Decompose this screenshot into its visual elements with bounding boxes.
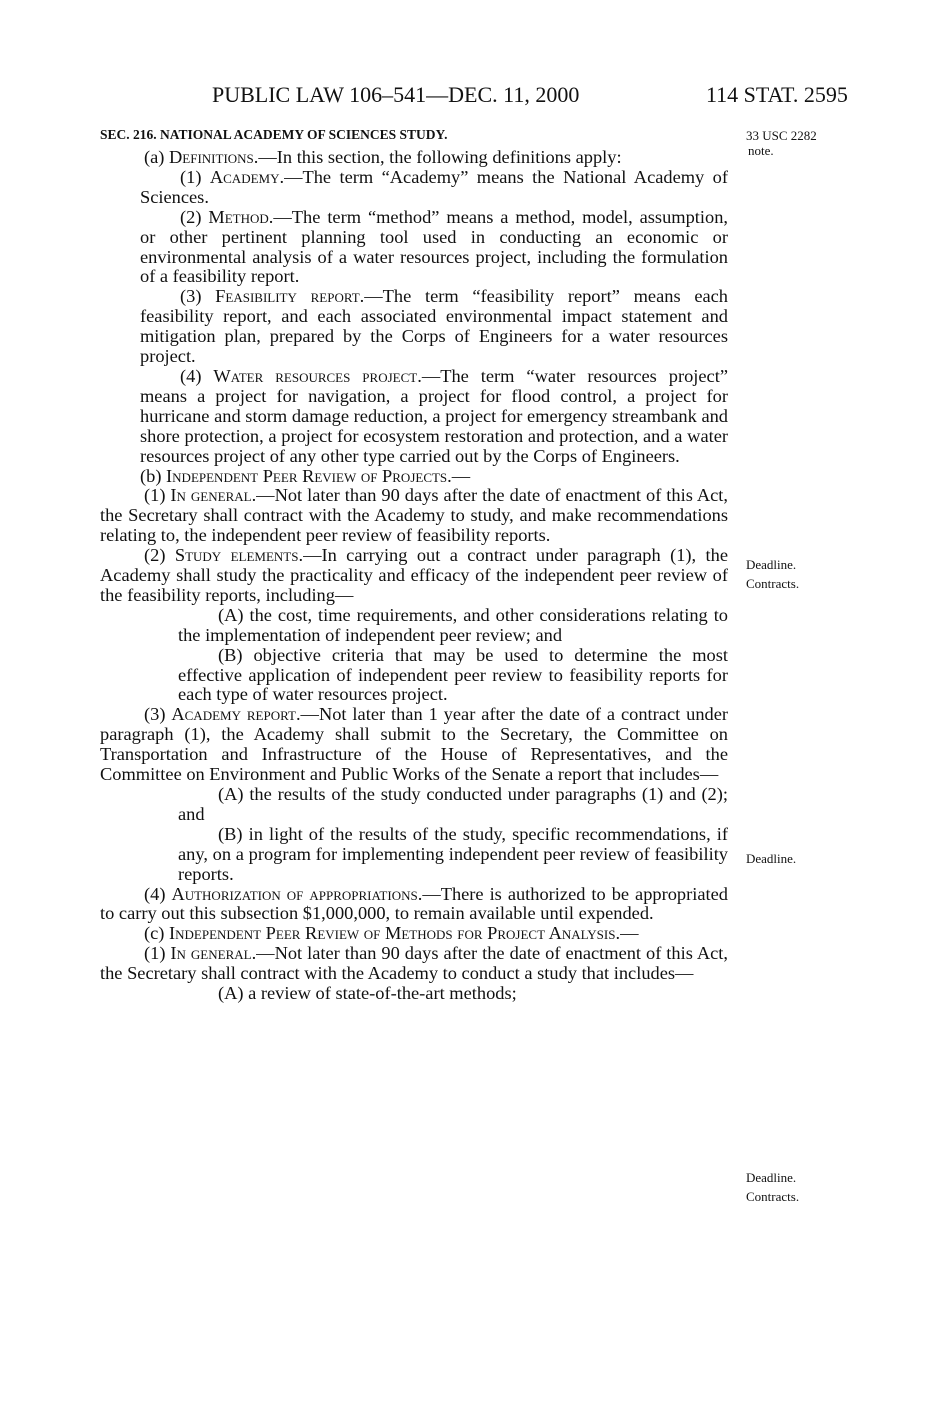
- clause-b2-A: (A) the cost, time requirements, and other considerations relating to the implementation of independent peer review; and: [178, 604, 728, 645]
- definition-text: .—The term “water resources project” means a project for navigation, a project for flood control, a project for hurricane and storm damage reduction, a project for emergency streambank and shore protection, a project for ecosystem restoration and protection, and a water resources project of any other type carried out by the Corps of Engineers.: [140, 365, 728, 466]
- label: (3): [180, 286, 216, 307]
- label: (a): [144, 147, 170, 167]
- label: (b): [140, 465, 167, 486]
- paragraph-text: .—Not later than 90 days after the date of enactment of this Act, the Secretary shall contract with the Academy to conduct a study that includes—: [100, 943, 728, 984]
- subsection-title: Independent Peer Review of Methods for Project Analysis: [169, 923, 616, 944]
- paragraph-title: Authorization of appropriations: [171, 883, 418, 904]
- header-stat-page: 114 STAT. 2595: [706, 82, 848, 107]
- usc-note: note.: [748, 143, 774, 158]
- label: (2): [144, 545, 175, 566]
- label: (4): [144, 883, 172, 904]
- deadline-label: Deadline.: [746, 851, 797, 866]
- clause-b3-A: (A) the results of the study conducted under paragraphs (1) and (2); and: [178, 784, 728, 824]
- paragraph-b2: [100, 546, 728, 606]
- label: (1): [180, 166, 210, 187]
- paragraph-b1: [100, 486, 728, 546]
- subsection-title: Independent Peer Review of Projects: [166, 465, 448, 486]
- paragraph-text: .—Not later than 1 year after the date of a contract under paragraph (1), the Academy shall submit to the Secretary, the Committee on Transportation and Infrastructure of the House of Representatives, and the Committee on Environment and Public Works of the Senate a report that includes—: [100, 704, 729, 785]
- paragraph-b3: [100, 705, 728, 785]
- definition-text: .—The term “feasibility report” means each feasibility report, and each associated environmental impact statement and mitigation plan, prepared by the Corps of Engineers for a water resources project.: [140, 286, 729, 367]
- paragraph-title: Study elements: [174, 545, 299, 566]
- term: Method: [208, 206, 269, 227]
- dash: .—: [447, 465, 471, 486]
- deadline-label: Deadline.: [746, 1170, 797, 1185]
- subsection-c: [100, 924, 728, 944]
- paragraph-title: In general: [170, 943, 252, 964]
- clause-b3-B: (B) in light of the results of the study, specific recommendations, if any, on a program for implementing independent peer review of feasibility reports.: [178, 823, 728, 884]
- margin-note-usc: [746, 128, 817, 158]
- document-body: [100, 126, 728, 1004]
- page-header: [0, 82, 949, 112]
- header-title: PUBLIC LAW 106–541—DEC. 11, 2000: [212, 82, 580, 107]
- term: Feasibility report: [215, 286, 360, 307]
- paragraph-text: .—In carrying out a contract under paragraph (1), the Academy shall study the practicality and efficacy of the independent peer review of the feasibility reports, including—: [100, 545, 728, 605]
- contracts-label: Contracts.: [746, 576, 800, 591]
- paragraph-title: Academy report: [171, 704, 296, 725]
- clause-b2-B: (B) objective criteria that may be used to determine the most effective application of independent peer review to feasibility reports for each type of water resources project.: [178, 644, 728, 705]
- section-heading: SEC. 216. NATIONAL ACADEMY OF SCIENCES STUDY.: [100, 127, 448, 142]
- paragraph-b4: [100, 885, 728, 925]
- deadline-label: Deadline.: [746, 557, 797, 572]
- usc-citation: 33 USC 2282: [746, 128, 817, 143]
- definition-4: [100, 367, 728, 467]
- label: (1): [144, 485, 171, 506]
- label: (1): [144, 943, 171, 964]
- term: Water resources project: [213, 365, 418, 386]
- term: Academy: [209, 166, 280, 187]
- definition-2: [100, 208, 728, 288]
- paragraph-c1: [100, 944, 728, 984]
- margin-note-b3: [746, 851, 796, 866]
- definition-text: .—The term “method” means a method, model, assumption, or other pertinent planning tool used in conducting an economic or environmental analysis of a water resources project, including the formulation of a feasibility report.: [140, 206, 728, 287]
- dash: .—: [615, 923, 639, 944]
- definition-3: [100, 287, 728, 367]
- label: (c): [144, 923, 170, 944]
- label: (3): [144, 704, 172, 725]
- contracts-label: Contracts.: [746, 1189, 800, 1204]
- subsection-b: [100, 467, 728, 487]
- label: (4): [180, 365, 214, 386]
- paragraph-title: In general: [170, 485, 252, 506]
- margin-note-b1: [746, 557, 799, 591]
- subsection-title: Definitions: [169, 147, 254, 167]
- definition-1: [100, 168, 728, 208]
- definition-text: .—The term “Academy” means the National Academy of Sciences.: [140, 166, 728, 207]
- clause-c1-A: (A) a review of state-of-the-art methods;: [218, 983, 517, 1004]
- subsection-text: .—In this section, the following definitions apply:: [253, 147, 622, 167]
- label: (2): [180, 206, 209, 227]
- paragraph-text: .—There is authorized to be appropriated to carry out this subsection $1,000,000, to remain available until expended.: [100, 883, 728, 924]
- subsection-a: [100, 148, 728, 168]
- margin-note-c1: [746, 1170, 799, 1204]
- paragraph-text: .—Not later than 90 days after the date of enactment of this Act, the Secretary shall contract with the Academy to study, and make recommendations relating to, the independent peer review of feasibility reports.: [100, 485, 728, 546]
